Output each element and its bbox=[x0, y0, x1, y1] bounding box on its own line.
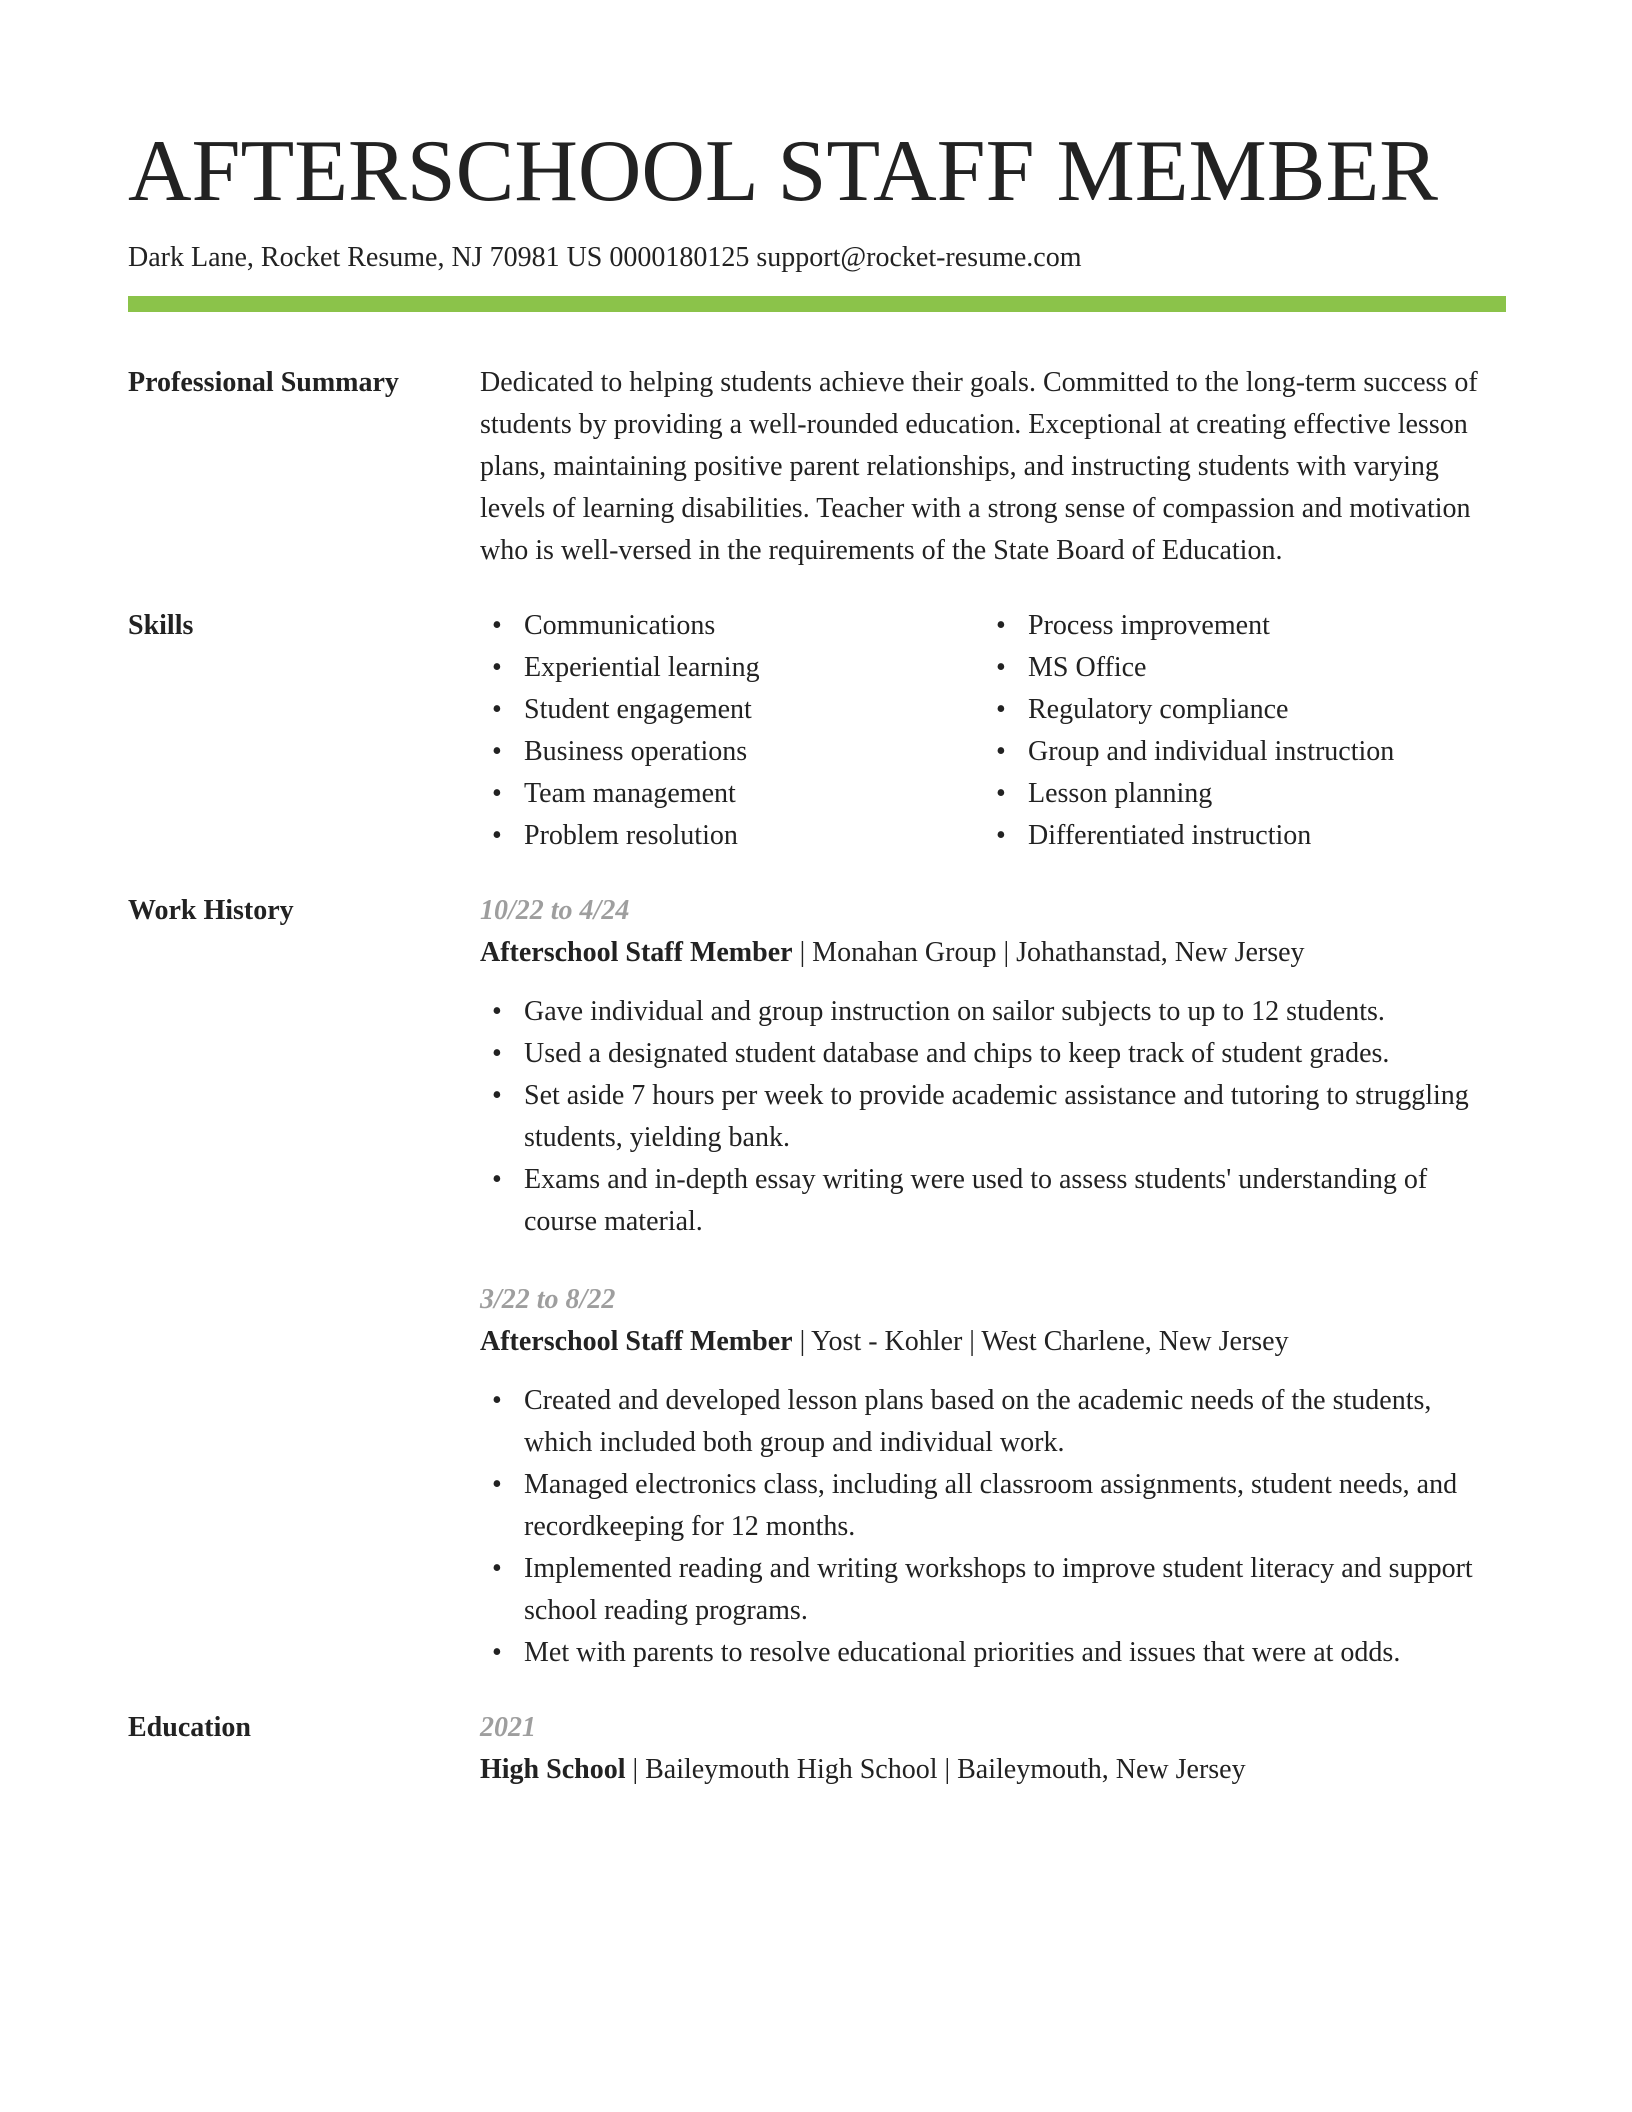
skill-item: • Experiential learning bbox=[480, 647, 984, 689]
skill-item: • Process improvement bbox=[984, 605, 1488, 647]
job-company-location: | Monahan Group | Johathanstad, New Jersey bbox=[799, 937, 1305, 968]
summary-heading: Professional Summary bbox=[128, 367, 399, 398]
job-bullets bbox=[480, 991, 1506, 1243]
education-section bbox=[128, 1707, 1506, 1791]
skills-heading: Skills bbox=[128, 610, 194, 641]
job-bullet: • Met with parents to resolve educational priorities and issues that were at odds. bbox=[480, 1632, 1506, 1674]
job-bullet: • Used a designated student database and chips to keep track of student grades. bbox=[480, 1033, 1506, 1075]
skill-item: • Communications bbox=[480, 605, 984, 647]
job-bullets bbox=[480, 1380, 1506, 1674]
summary-section bbox=[128, 362, 1506, 572]
education-year: 2021 bbox=[480, 1712, 536, 1743]
skill-item: • Group and individual instruction bbox=[984, 731, 1488, 773]
job-bullet: • Exams and in-depth essay writing were used to assess students' understanding of course material. bbox=[480, 1159, 1506, 1243]
work-history-section bbox=[128, 890, 1506, 1674]
skill-item: • Lesson planning bbox=[984, 773, 1488, 815]
summary-text: Dedicated to helping students achieve their goals. Committed to the long-term success of students by providing a well-rounded education. Exceptional at creating effective lesson plans, maintaining positive parent relationships, and instructing students with varying levels of learning disabilities. Teacher with a strong sense of compassion and motivation who is well-versed in the requirements of the State Board of Education. bbox=[480, 367, 1478, 566]
candidate-name: AFTERSCHOOL STAFF MEMBER bbox=[128, 123, 1438, 220]
accent-divider bbox=[128, 296, 1506, 312]
job-bullet: • Created and developed lesson plans based on the academic needs of the students, which included both group and individual work. bbox=[480, 1380, 1506, 1464]
job-entry bbox=[480, 890, 1506, 1243]
skill-item: • MS Office bbox=[984, 647, 1488, 689]
job-bullet: • Set aside 7 hours per week to provide academic assistance and tutoring to struggling students, yielding bank. bbox=[480, 1075, 1506, 1159]
education-school-location: | Baileymouth High School | Baileymouth, New Jersey bbox=[632, 1754, 1246, 1785]
skill-item: • Problem resolution bbox=[480, 815, 984, 857]
skill-item: • Differentiated instruction bbox=[984, 815, 1488, 857]
job-role-line bbox=[480, 932, 1506, 974]
skills-columns bbox=[480, 605, 1506, 857]
work-history-heading: Work History bbox=[128, 895, 294, 926]
job-bullet: • Managed electronics class, including all classroom assignments, student needs, and recordkeeping for 12 months. bbox=[480, 1464, 1506, 1548]
job-role-line bbox=[480, 1321, 1506, 1363]
skill-item: • Business operations bbox=[480, 731, 984, 773]
skill-item: • Regulatory compliance bbox=[984, 689, 1488, 731]
job-dates: 10/22 to 4/24 bbox=[480, 895, 630, 926]
skill-item: • Team management bbox=[480, 773, 984, 815]
job-bullet: • Implemented reading and writing workshops to improve student literacy and support school reading programs. bbox=[480, 1548, 1506, 1632]
job-title: Afterschool Staff Member bbox=[480, 1326, 793, 1357]
contact-email: support@rocket-resume.com bbox=[756, 242, 1082, 273]
skills-section bbox=[128, 605, 1506, 857]
education-degree: High School bbox=[480, 1754, 626, 1785]
job-entry bbox=[480, 1279, 1506, 1674]
skills-list-right bbox=[984, 605, 1488, 857]
education-line bbox=[480, 1749, 1506, 1791]
skill-item: • Student engagement bbox=[480, 689, 984, 731]
job-company-location: | Yost - Kohler | West Charlene, New Jersey bbox=[799, 1326, 1289, 1357]
skills-list-left bbox=[480, 605, 984, 857]
job-bullet: • Gave individual and group instruction on sailor subjects to up to 12 students. bbox=[480, 991, 1506, 1033]
education-heading: Education bbox=[128, 1712, 251, 1743]
resume-page bbox=[128, 0, 1506, 1791]
contact-phone: 0000180125 bbox=[609, 242, 750, 273]
contact-line bbox=[128, 240, 1506, 276]
job-title: Afterschool Staff Member bbox=[480, 937, 793, 968]
contact-address: Dark Lane, Rocket Resume, NJ 70981 US bbox=[128, 242, 603, 273]
job-dates: 3/22 to 8/22 bbox=[480, 1284, 616, 1315]
